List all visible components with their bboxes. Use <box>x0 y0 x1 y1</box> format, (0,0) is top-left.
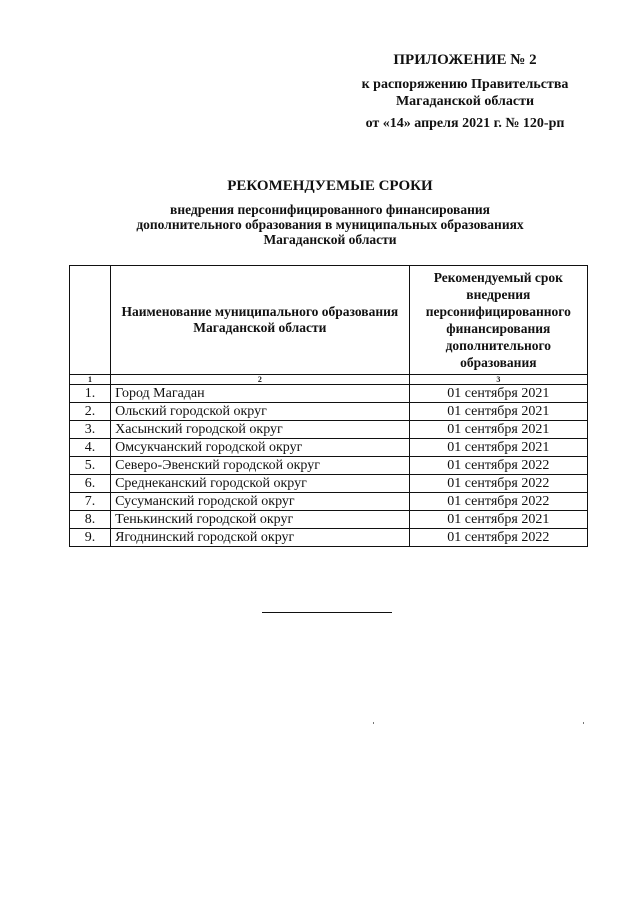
subtitle-line2: дополнительного образования в муниципальных образованиях <box>136 217 524 232</box>
row-number: 4. <box>70 439 111 457</box>
order-reference-line1: к распоряжению Правительства <box>361 77 569 92</box>
column-index-3: 3 <box>409 375 587 385</box>
recommended-date: 01 сентября 2021 <box>409 421 587 439</box>
table-row <box>70 511 588 529</box>
recommended-date: 01 сентября 2022 <box>409 457 587 475</box>
recommended-date: 01 сентября 2021 <box>409 385 587 403</box>
recommended-date: 01 сентября 2021 <box>409 511 587 529</box>
document-subtitle <box>50 202 610 247</box>
order-reference-line2: Магаданской области <box>395 94 535 109</box>
municipality-name: Среднеканский городской округ <box>111 475 410 493</box>
municipality-name: Омсукчанский городской округ <box>111 439 410 457</box>
row-number: 8. <box>70 511 111 529</box>
table-header-row <box>70 266 588 375</box>
scan-speck <box>373 722 374 724</box>
table-row <box>70 403 588 421</box>
table-row <box>70 475 588 493</box>
row-number: 5. <box>70 457 111 475</box>
column-index-1: 1 <box>70 375 111 385</box>
municipality-name: Ольский городской округ <box>111 403 410 421</box>
table-row <box>70 385 588 403</box>
table-row <box>70 493 588 511</box>
document-title: РЕКОМЕНДУЕМЫЕ СРОКИ <box>227 178 433 194</box>
municipality-name: Хасынский городской округ <box>111 421 410 439</box>
header-number-cell <box>70 266 111 375</box>
row-number: 3. <box>70 421 111 439</box>
header-date-cell: Рекомендуемый срок внедрения персонифицированного финансирования дополнительного образования <box>409 266 587 375</box>
municipality-name: Северо-Эвенский городской округ <box>111 457 410 475</box>
scan-speck <box>583 722 584 724</box>
end-divider <box>262 612 392 613</box>
municipality-name: Ягоднинский городской округ <box>111 529 410 547</box>
order-date-number: от «14» апреля 2021 г. № 120-рп <box>365 116 565 131</box>
recommended-date: 01 сентября 2021 <box>409 439 587 457</box>
recommended-date: 01 сентября 2022 <box>409 475 587 493</box>
subtitle-line3: Магаданской области <box>263 232 397 247</box>
column-index-2: 2 <box>111 375 410 385</box>
recommended-date: 01 сентября 2022 <box>409 529 587 547</box>
row-number: 2. <box>70 403 111 421</box>
row-number: 6. <box>70 475 111 493</box>
table-row <box>70 529 588 547</box>
schedule-table <box>69 265 588 547</box>
table-row <box>70 439 588 457</box>
table-row <box>70 421 588 439</box>
municipality-name: Город Магадан <box>111 385 410 403</box>
appendix-title: ПРИЛОЖЕНИЕ № 2 <box>393 52 537 68</box>
table-row <box>70 457 588 475</box>
municipality-name: Тенькинский городской округ <box>111 511 410 529</box>
column-index-row <box>70 375 588 385</box>
header-name-cell: Наименование муниципального образования Магаданской области <box>111 266 410 375</box>
row-number: 7. <box>70 493 111 511</box>
municipality-name: Сусуманский городской округ <box>111 493 410 511</box>
table-body <box>70 385 588 547</box>
row-number: 1. <box>70 385 111 403</box>
subtitle-line1: внедрения персонифицированного финансирования <box>170 202 490 217</box>
recommended-date: 01 сентября 2021 <box>409 403 587 421</box>
row-number: 9. <box>70 529 111 547</box>
recommended-date: 01 сентября 2022 <box>409 493 587 511</box>
